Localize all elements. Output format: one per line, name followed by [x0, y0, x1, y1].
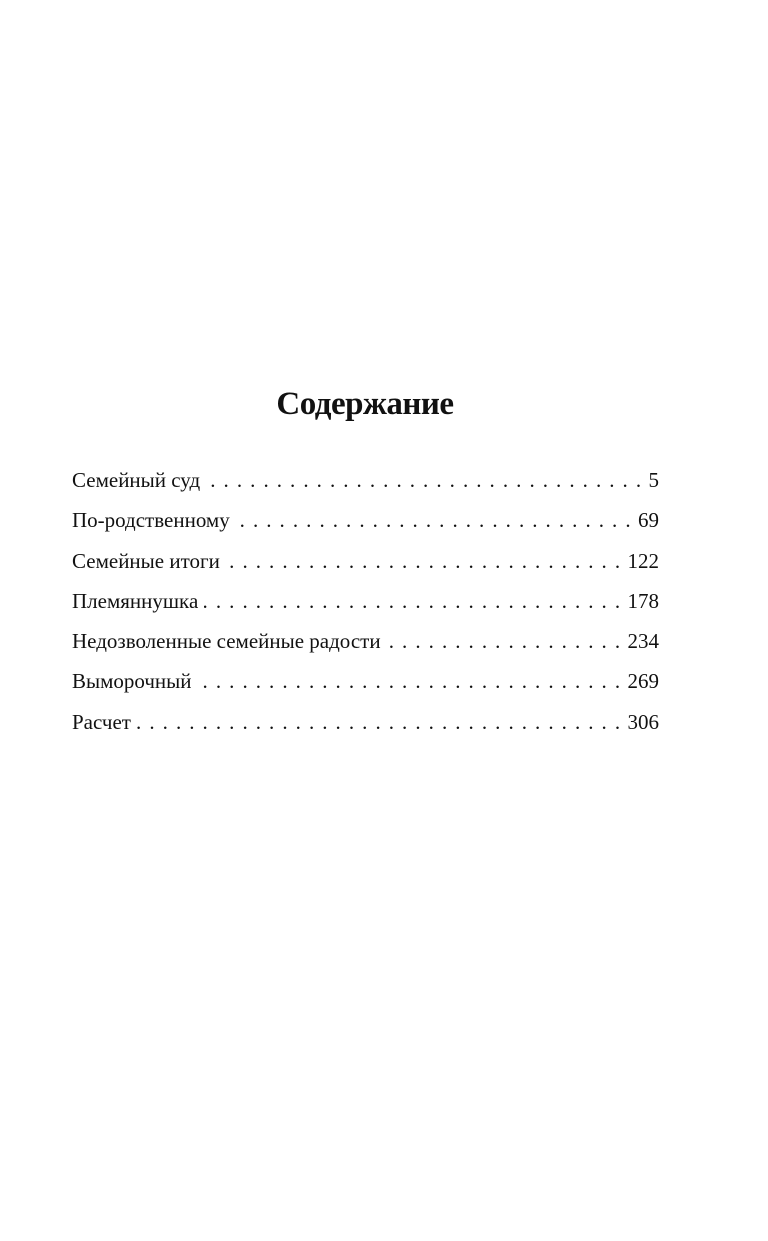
toc-entry-title: Семейные итоги: [72, 548, 220, 573]
toc-page-number: 5: [648, 468, 659, 492]
table-of-contents: [72, 460, 659, 742]
dot-leader: [204, 581, 621, 621]
toc-entry-title: Недозволенные семейные радости: [72, 629, 381, 654]
dot-leader: [206, 460, 642, 500]
toc-entry-title: По-родственному: [72, 508, 230, 533]
toc-page-number: 234: [627, 629, 659, 654]
dot-leader: [236, 500, 632, 540]
toc-entry: [72, 581, 659, 621]
toc-entry-title: Семейный суд: [72, 468, 201, 492]
toc-entry-title: Выморочный: [72, 669, 192, 694]
toc-page-number: 269: [627, 669, 659, 694]
toc-entry-title: Расчет: [72, 709, 131, 734]
toc-page-number: 122: [627, 548, 659, 573]
toc-page-number: 306: [627, 709, 659, 734]
toc-entry: [72, 460, 659, 500]
dot-leader: [137, 702, 622, 742]
toc-entry: [72, 661, 659, 701]
page-title: Содержание: [276, 386, 454, 422]
toc-page-number: 69: [638, 508, 659, 533]
dot-leader: [198, 661, 622, 701]
dot-leader: [387, 621, 622, 661]
toc-entry: [72, 541, 659, 581]
toc-entry-title: Племяннушка: [72, 588, 199, 613]
dot-leader: [226, 541, 622, 581]
toc-entry: [72, 621, 659, 661]
toc-page-number: 178: [627, 588, 659, 613]
toc-entry: [72, 702, 659, 742]
toc-entry: [72, 500, 659, 540]
